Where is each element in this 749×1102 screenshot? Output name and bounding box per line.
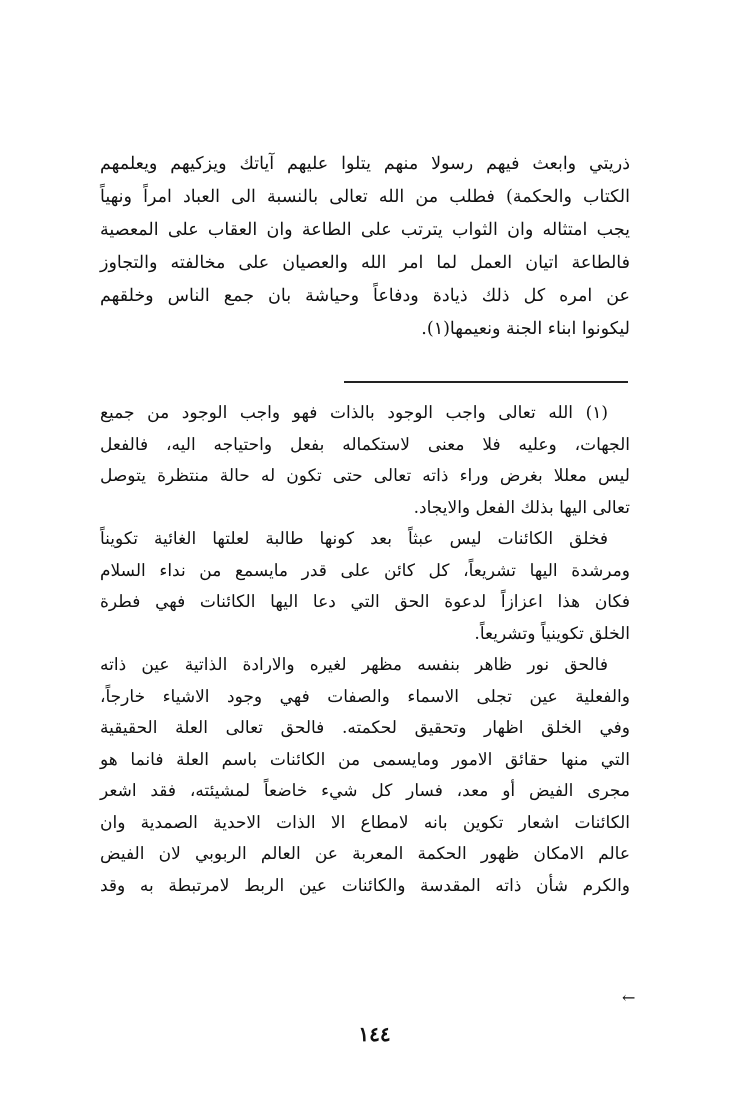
main-text-line: ذريتي وابعث فيهم رسولا منهم يتلوا عليهم آياتك ويزكيهم ويعلمهم [100,154,630,174]
footnote-line: الجهات، وعليه فلا معنى لاستكماله بفعل واحتياجه اليه، فالفعل [100,434,630,455]
footnote-line: الكائنات اشعار تكوين بانه لامطاع الا الذات الاحدية الصمدية وان [100,812,630,833]
main-text-line: ليكونوا ابناء الجنة ونعيمها(١). [421,319,630,339]
continuation-arrow-icon: ← [622,988,636,1007]
main-text-line: يجب امتثاله وان الثواب يترتب على الطاعة وان العقاب على المعصية [100,220,630,240]
main-text-line: فالطاعة اتيان العمل لما امر الله والعصيان على مخالفته والتجاوز [100,253,630,273]
footnote-line: عالم الامكان ظهور الحكمة المعربة عن العالم الربوبي لان الفيض [100,844,630,864]
footnote-separator [344,381,628,383]
main-text [100,148,630,346]
footnote-line: فخلق الكائنات ليس عبثاً بعد كونها طالبة لعلتها الغائية تكويناً [100,529,608,549]
page-number: ١٤٤ [358,1022,391,1046]
footnote-line: مجرى الفيض أو معد، فسار كل شيء خاضعاً لمشيئته، فقد اشعر [100,781,630,801]
footnote-line: والفعلية عين تجلى الاسماء والصفات فهي وجود الاشياء خارجاً، [100,686,630,707]
footnote-line: التي منها حقائق الامور ومايسمى من الكائنات باسم العلة فانما هو [100,749,630,770]
footnote [100,398,630,902]
footnote-line: الخلق تكوينياً وتشريعاً. [474,623,630,644]
footnote-line: فكان هذا اعزازاً لدعوة الحق التي دعا اليها الكائنات فهي فطرة [100,592,630,612]
footnote-line: فالحق نور ظاهر بنفسه مظهر لغيره والارادة الذاتية عين ذاته [100,655,608,675]
footnote-line: والكرم شأن ذاته المقدسة والكائنات عين الربط لامرتبطة به وقد [100,875,630,896]
footnote-line: وفي الخلق اظهار وتحقيق لحكمته. فالحق تعالى العلة الحقيقية [100,718,630,738]
footnote-line: ومرشدة اليها تشريعاً، كل كائن على قدر مايسمع من نداء السلام [100,560,630,581]
main-text-line: عن امره كل ذلك ذيادة ودفاعاً وحياشة بان جمع الناس وخلقهم [100,286,630,306]
footnote-line: (١) الله تعالى واجب الوجود بالذات فهو واجب الوجود من جميع [100,403,608,423]
footnote-line: ليس معللا بغرض وراء ذاته تعالى حتى تكون له حالة منتظرة يتوصل [100,466,630,486]
main-text-line: الكتاب والحكمة) فطلب من الله تعالى بالنسبة الى العباد امراً ونهياً [100,187,630,207]
footnote-line: تعالى اليها بذلك الفعل والايجاد. [413,497,630,518]
